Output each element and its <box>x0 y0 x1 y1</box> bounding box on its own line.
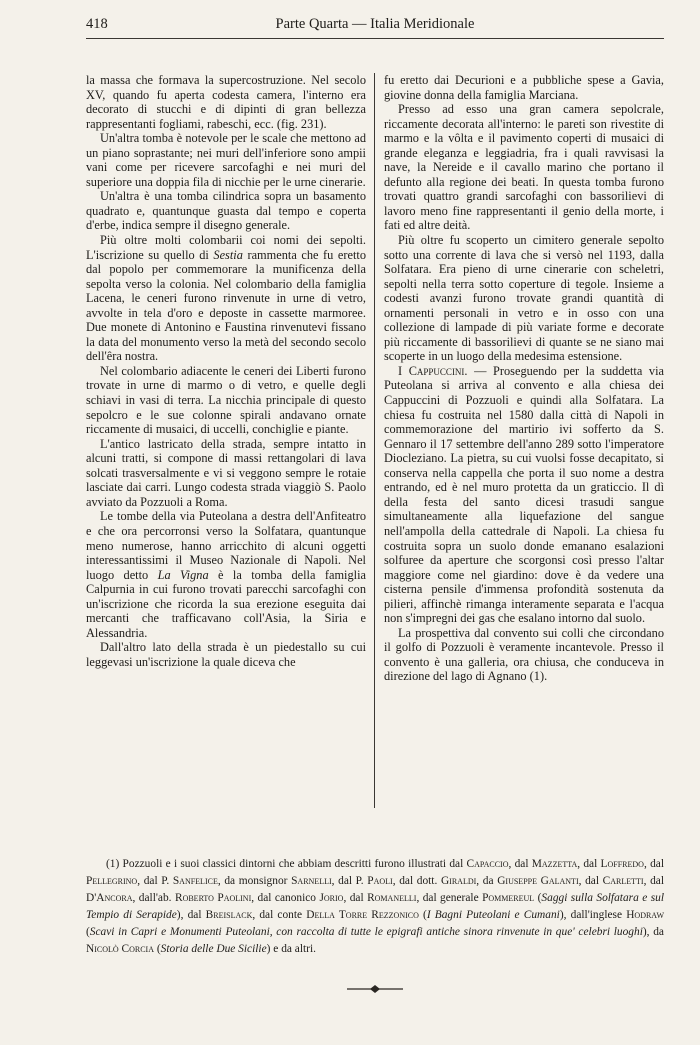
paragraph: Nel colombario adiacente le ceneri dei Liberti furono trovate in urne di marmo o di vetro, e quelle degli schiavi in vasi di terra. La nicchia principale di questo sepolcro e le sue colonne spirali andavano ornate riccamente di musaici, di uccelli, conchiglie e piante. <box>86 363 366 437</box>
author-name: Carletti <box>602 875 644 887</box>
italic-name: La Vigna <box>157 567 209 582</box>
author-name: Roberto Paolini <box>174 892 252 904</box>
book-title: Scavi in Capri e Monumenti Puteolani, con raccolta di tutte le epigrafi antiche sinora rinvenute in que' celebri luoghi <box>89 926 643 938</box>
author-name: Ancora <box>96 892 133 904</box>
footnote-text: ), da <box>642 926 664 938</box>
footnote-text: ( <box>418 909 427 921</box>
footnote-text: ( <box>534 892 542 904</box>
author-name: Sanfelice <box>172 875 218 887</box>
footnote-text: , dal <box>577 858 601 870</box>
paragraph: L'antico lastricato della strada, sempre intatto in alcuni tratti, si compone di massi rettangolari di lava solcati trasversalmente e vi si veggono sempre le rotaie lasciate dai carri. Lungo codesta strada viaggiò S. Paolo avviato da Pozzuoli a Roma. <box>86 436 366 509</box>
text-run: Le tombe della via Puteolana a destra dell'Anfiteatro e che ora percorronsi verso la Solfatara, quantunque meno numerose, hanno arricchito di alcuni oggetti interessantissimi il Museo Nazionale di Napoli. Nel luogo detto <box>86 509 366 582</box>
footnote-text: , dal canonico <box>251 892 320 904</box>
author-name: Capaccio <box>466 858 509 870</box>
right-column <box>375 73 664 808</box>
paragraph <box>86 509 366 640</box>
paragraph <box>86 233 366 364</box>
paragraph: la massa che formava la supercostruzione. Nel secolo XV, quando fu aperta codesta camera, l'interno era decorato di stucchi e di dipinti di gran bellezza rappresentanti fogliami, rabeschi, ecc. (fig. 231). <box>86 73 366 131</box>
footnote-text: , dall'ab. <box>132 892 175 904</box>
footnote-text: , dal <box>643 858 664 870</box>
running-title: Parte Quarta — Italia Meridionale <box>275 16 475 32</box>
footnote-text: , dal <box>508 858 532 870</box>
footnote-text: , dal <box>343 892 368 904</box>
italic-name: Sestia <box>213 247 243 262</box>
text-run: è la tomba della famiglia Calpurnia in cui furono trovati parecchi sarcofaghi con un'iscrizione che ricorda la sua erezione eseguita dai mercanti che trafficavano coll'Asia, la Siria e Alessandria. <box>86 567 366 640</box>
paragraph: Presso ad esso una gran camera sepolcrale, riccamente decorata all'interno: le pareti son rivestite di marmo e la vôlta e il pavimento coperti di musaici di grande eleganza e leggiadria, fra i quali ravvisasi la nave, la Nereide e il cavallo marino che portano il defunto alla regione dei beati. In questa tomba furono trovati quattro grandi sarcofaghi con bassorilievi di lavoro meno fine rappresentanti il genio della morte, i fati ed altre deità. <box>384 102 664 233</box>
running-head <box>86 14 664 39</box>
author-name: Paoli <box>367 875 393 887</box>
footnote-text: (1) Pozzuoli e i suoi classici dintorni che abbiam descritti furono illustrati dal <box>106 858 467 870</box>
author-name: Pellegrino <box>86 875 138 887</box>
paragraph: Un'altra tomba è notevole per le scale che mettono ad un piano soprastante; nei muri dell'inferiore sono ampii vani come per ricevere sarcofaghi e nei muri del superiore una doppia fila di nicchie per le urne cinerarie. <box>86 131 366 189</box>
book-title: Storia delle Due Sicilie <box>160 943 267 955</box>
text-run: Più oltre molti colombarii coi nomi dei sepolti. L'iscrizione su quello di <box>86 233 366 262</box>
author-name: Sarnelli <box>291 875 332 887</box>
end-ornament-icon <box>345 984 405 994</box>
author-name: Loffredo <box>600 858 644 870</box>
book-title: Saggi sulla Solfatara e sul Tempio di Serapide <box>86 892 664 921</box>
author-name: Giuseppe Galanti <box>497 875 579 887</box>
left-column <box>86 73 375 808</box>
footnote-text: , dal dott. <box>392 875 441 887</box>
footnote-text: , dal conte <box>252 909 307 921</box>
footnote-text: , da monsignor <box>217 875 292 887</box>
footnote-text: , dal generale <box>416 892 483 904</box>
footnote-text: , dal P. <box>137 875 173 887</box>
author-name: Romanelli <box>367 892 417 904</box>
paragraph: La prospettiva dal convento sui colli che circondano il golfo di Pozzuoli è veramente incantevole. Presso il convento è una galleria, ora chiusa, che conduceva in direzione del lago di Agnano (1). <box>384 625 664 684</box>
footnote-text: , dal D' <box>86 875 664 904</box>
author-name: Hodraw <box>626 909 664 921</box>
paragraph: Più oltre fu scoperto un cimitero generale sepolto sotto una corrente di lava che si versò nel 1193, dalla Solfatara. Era pieno di urne cinerarie con scheletri, sepolti nella terra sotto coperture di tegole. Insieme a codesti avanzi furono trovate grandi quantità di ornamenti personali in vetro e in osso con una collezione di lampade di più variate forme e decorate più riccamente di bassorilievi di quante se ne siano mai scoperte in un luogo della medesima estensione. <box>384 233 664 364</box>
section-heading: I Cappuccini. <box>398 363 468 378</box>
paragraph <box>384 364 664 626</box>
author-name: Della Torre Rezzonico <box>306 909 419 921</box>
footnote-text: , dal P. <box>331 875 368 887</box>
book-title: I Bagni Puteolani e Cumani <box>426 909 560 921</box>
paragraph: fu eretto dai Decurioni e a pubbliche spese a Gavia, giovine donna della famiglia Marciana. <box>384 73 664 102</box>
author-name: Mazzetta <box>531 858 578 870</box>
paragraph: Un'altra è una tomba cilindrica sopra un basamento quadrato e, quantunque guasta dal tempo e coperta d'erbe, indica sempre il disegno generale. <box>86 189 366 233</box>
footnote-text: ), dal <box>176 909 206 921</box>
footnote-text: , dal <box>578 875 603 887</box>
text-run: — Proseguendo per la suddetta via Puteolana si arriva al convento e alla chiesa dei Cappuccini di Pozzuoli e quindi alla Solfatara. La chiesa fu costruita nel 1580 dalla città di Napoli in commemorazione del martirio ivi sofferto da S. Gennaro il 17 settembre dell'anno 289 sotto l'imperatore Diocleziano. La pietra, su cui vuolsi fosse decapitato, si conserva nella cappella che porta il suo nome a destra entrando, ed è nel muro protetta da un graticcio. Il dì della festa del santo dicesi trasudi sangue simultaneamente alla liquefazione del sangue nell'ampolla della cattedrale di Napoli. La chiesa fu costruita sopra un suolo donde emanano esalazioni solfuree da aperture che scorgonsi così presso l'altar maggiore come nel giardino: dove è da vedere una cisterna pensile d'immensa profondità sostenuta da pilieri, affinchè rimanga interamente separata e l'acqua non s'impregni dei gas che esalano intorno dal suolo. <box>384 363 665 626</box>
footnote-text: ) e da altri. <box>266 943 316 955</box>
author-name: Pommereul <box>482 892 535 904</box>
page-number: 418 <box>86 16 108 32</box>
author-name: Breislack <box>205 909 253 921</box>
footnote-text: ), dall'inglese <box>559 909 627 921</box>
author-name: Nicolò Corcia <box>86 943 155 955</box>
text-columns <box>86 73 664 808</box>
text-run: rammenta che fu eretto dal popolo per commemorare la munificenza della sepolta verso la colonia. Nel colombario della famiglia Lacena, le ceneri furono rinvenute in urne di vetro, avvolte in tela d'oro e deposte in cassette marmoree. Due monete di Antonino e Faustina rinvenutevi fissano la data del monumento verso la metà del secondo secolo dell'êra nostra. <box>86 247 366 364</box>
footnote-text: ( <box>154 943 161 955</box>
footnote-text: ( <box>86 926 90 938</box>
footnote <box>86 856 664 958</box>
author-name: Jorio <box>319 892 344 904</box>
author-name: Giraldi <box>440 875 477 887</box>
paragraph: Dall'altro lato della strada è un piedestallo su cui leggevasi un'iscrizione la quale diceva che <box>86 640 366 669</box>
footnote-text: , da <box>476 875 498 887</box>
